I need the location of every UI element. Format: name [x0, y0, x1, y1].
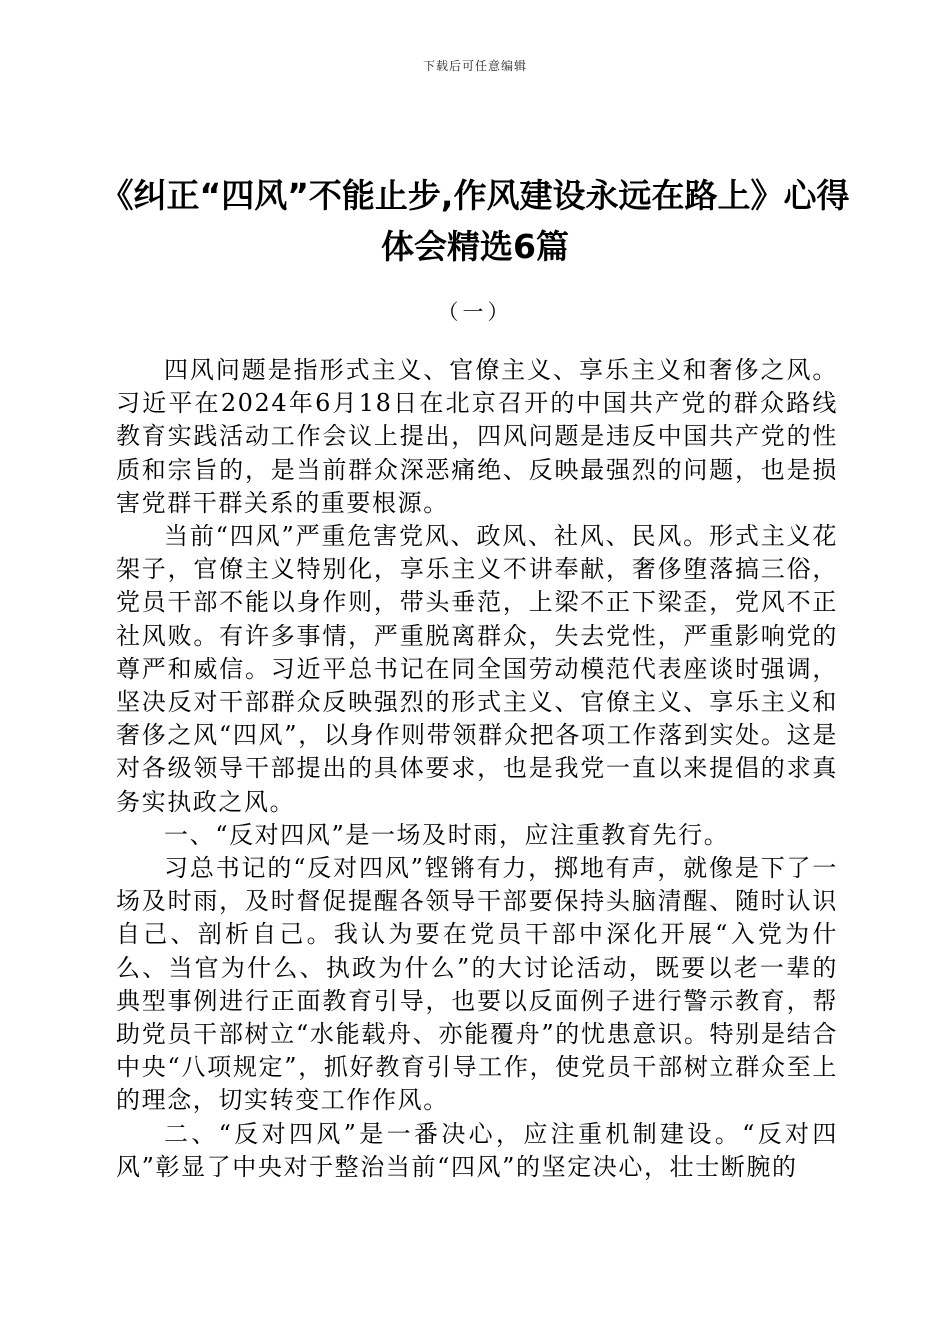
paragraph-3-heading: 一、“反对四风”是一场及时雨，应注重教育先行。: [164, 820, 730, 849]
paragraph-2: 当前“四风”严重危害党风、政风、社风、民风。形式主义花架子，官僚主义特别化，享乐主义不讲奉献，奢侈堕落搞三俗，党员干部不能以身作则，带头垂范，上梁不正下梁歪，党风不正社风败。有许多事情，严重脱离群众，失去党性，严重影响党的尊严和威信。习近平总书记在同全国劳动模范代表座谈时强调，坚决反对干部群众反映强烈的形式主义、官僚主义、享乐主义和奢侈之风“四风”，以身作则带领群众把各项工作落到实处。这是对各级领导干部提出的具体要求，也是我党一直以来提倡的求真务实执政之风。: [116, 522, 838, 816]
page-header-note: 下载后可任意编辑: [422, 59, 527, 73]
paragraph-4: 习总书记的“反对四风”铿锵有力，掷地有声，就像是下了一场及时雨，及时督促提醒各领导干部要保持头脑清醒、随时认识自己、剖析自己。我认为要在党员干部中深化开展“入党为什么、当官为什么、执政为什么”的大讨论活动，既要以老一辈的典型事例进行正面教育引导，也要以反面例子进行警示教育，帮助党员干部树立“水能载舟、亦能覆舟”的忧患意识。特别是结合中央“八项规定”，抓好教育引导工作，使党员干部树立群众至上的理念，切实转变工作作风。: [116, 854, 838, 1115]
document-body: [116, 354, 838, 1184]
paragraph-1: 四风问题是指形式主义、官僚主义、享乐主义和奢侈之风。习近平在2024年6月18日在北京召开的中国共产党的群众路线教育实践活动工作会议上提出，四风问题是违反中国共产党的性质和宗旨的，是当前群众深恶痛绝、反映最强烈的问题，也是损害党群干群关系的重要根源。: [116, 356, 838, 517]
section-label: （一）: [437, 300, 513, 324]
document-title: 《纠正“四风”不能止步,作风建设永远在路上》心得体会精选6篇: [100, 176, 850, 266]
paragraph-5: 二、“反对四风”是一番决心，应注重机制建设。“反对四风”彰显了中央对于整治当前“四风”的坚定决心，壮士断腕的: [116, 1119, 838, 1181]
